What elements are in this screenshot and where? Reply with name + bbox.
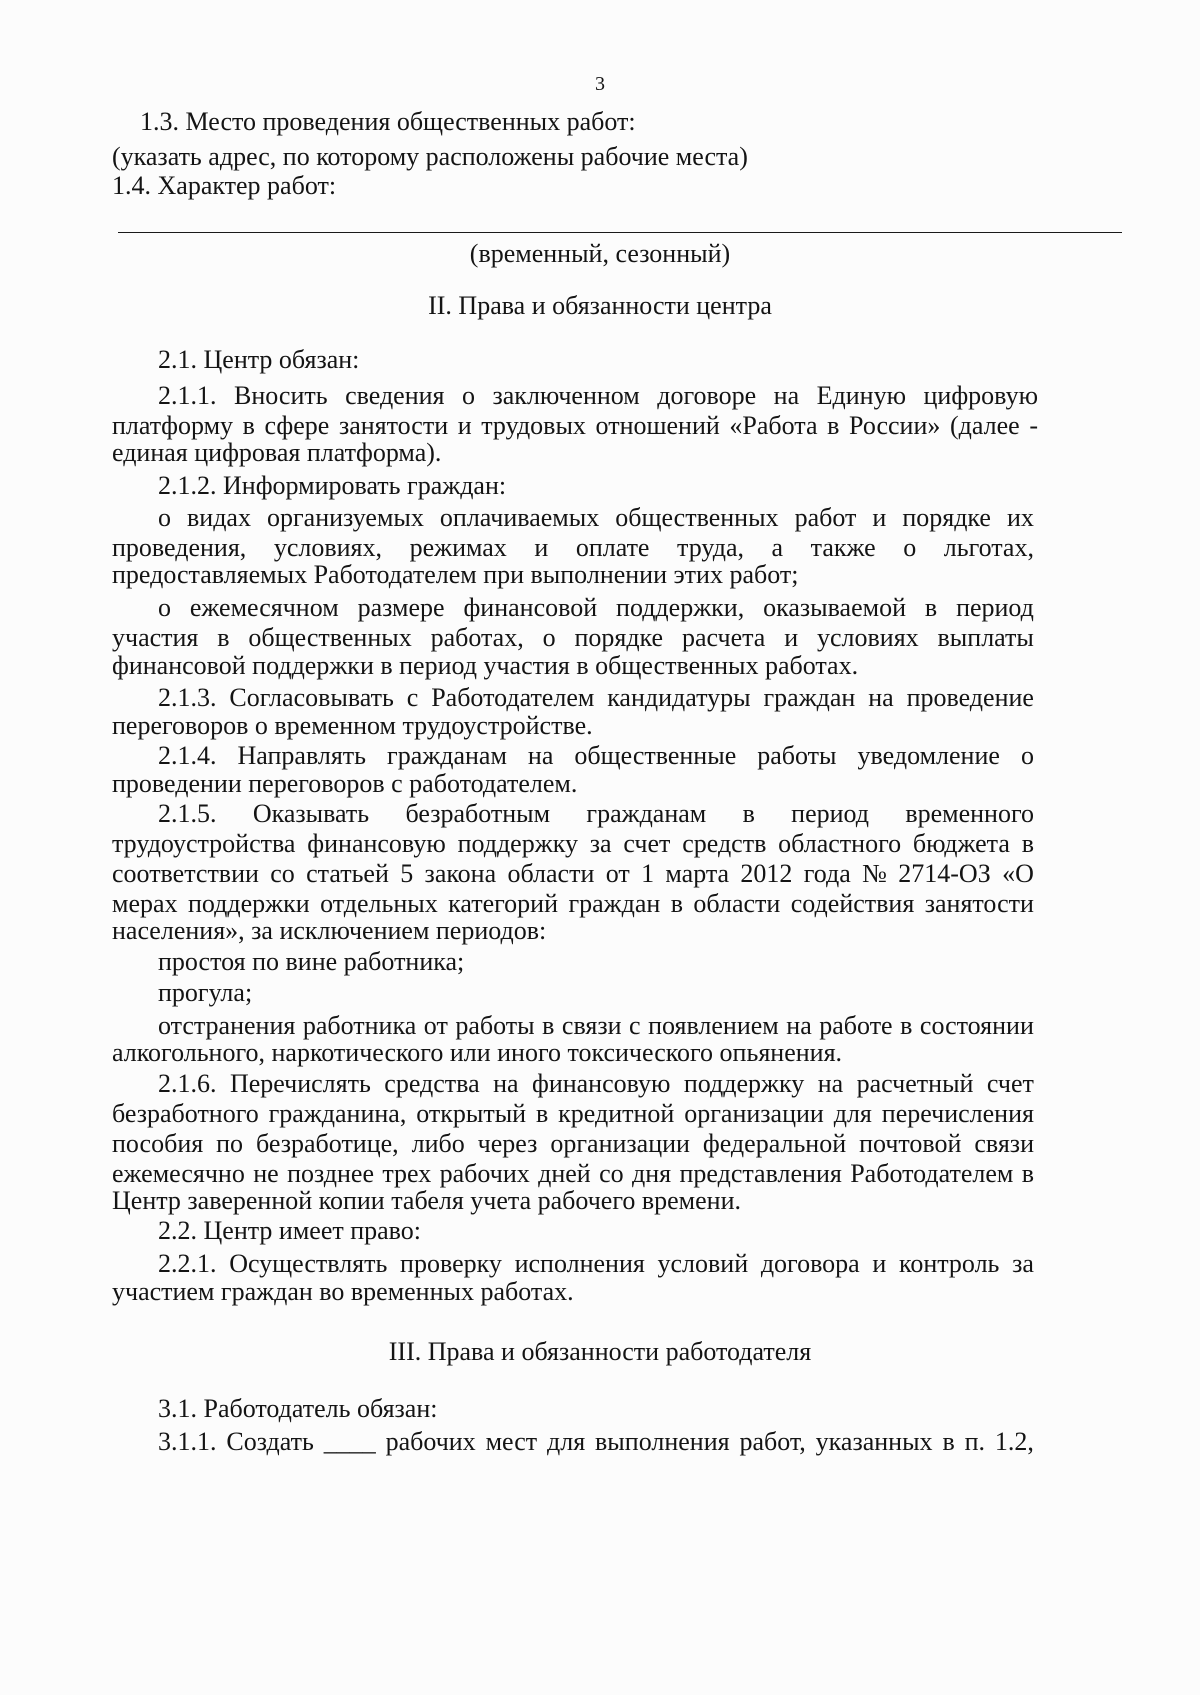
word: дня <box>632 1159 672 1188</box>
word: рабочих <box>385 1427 476 1456</box>
word: период <box>956 593 1034 622</box>
word: за <box>589 829 612 858</box>
word: трудовых <box>481 411 586 440</box>
word: сведения <box>345 381 445 410</box>
word: временного <box>905 799 1034 828</box>
word: порядке <box>902 503 991 532</box>
word: (далее <box>950 411 1020 440</box>
word: в <box>536 1099 549 1128</box>
word: через <box>477 1129 538 1158</box>
word: гражданина, <box>268 1099 407 1128</box>
clause-3-1-1-line-1 <box>158 1426 1034 1458</box>
word: проведения, <box>112 533 247 562</box>
inform-2-line-3: финансовой поддержки в период участия в общественных работах. <box>112 651 859 680</box>
word: России» <box>849 411 941 440</box>
word: в <box>542 1011 555 1040</box>
word: ежемесячном <box>189 593 339 622</box>
word: Перечислять <box>229 1069 371 1098</box>
word: оплачиваемых <box>439 503 600 532</box>
word: «О <box>1002 859 1034 888</box>
word: кандидатуры <box>607 683 751 712</box>
period-1: простоя по вине работника; <box>158 947 465 976</box>
clause-2-1-6-line-1 <box>158 1068 1034 1100</box>
word: федеральной <box>702 1129 847 1158</box>
word: выполнения <box>595 1427 730 1456</box>
word: на <box>773 381 800 410</box>
word: перечисления <box>881 1099 1034 1128</box>
word: проведение <box>906 683 1034 712</box>
word: организуемых <box>267 503 424 532</box>
word: труда, <box>677 533 744 562</box>
word: финансовую <box>307 829 446 858</box>
word: занятости <box>338 411 449 440</box>
word: о <box>903 533 917 562</box>
word: указанных <box>815 1427 933 1456</box>
word: со <box>270 859 295 888</box>
period-2: прогула; <box>158 978 253 1007</box>
word: 1.2, <box>994 1427 1034 1456</box>
word: дней <box>538 1159 591 1188</box>
word: поддержку <box>683 1069 805 1098</box>
fill-in-line <box>118 232 1122 233</box>
word: оказываемой <box>763 593 906 622</box>
word: платформу <box>112 411 234 440</box>
word: оплате <box>575 533 650 562</box>
word: с <box>406 683 419 712</box>
word: цифровую <box>923 381 1038 410</box>
word: работе <box>819 1011 893 1040</box>
word: поддержку <box>457 829 578 858</box>
word: безработного <box>112 1099 259 1128</box>
word: поддержки, <box>616 593 745 622</box>
word: организации <box>684 1099 824 1128</box>
word: размере <box>357 593 445 622</box>
word: Работодателем <box>431 683 595 712</box>
word: почтовой <box>859 1129 962 1158</box>
word: от <box>605 859 630 888</box>
word: финансовую <box>531 1069 671 1098</box>
word: ежемесячно <box>112 1159 245 1188</box>
word: 2.1.5. <box>158 799 217 828</box>
word: поддержки <box>187 889 310 918</box>
word: граждан <box>568 889 661 918</box>
word: безработным <box>405 799 551 828</box>
inform-1-line-3: предоставляемых Работодателем при выполнении этих работ; <box>112 560 799 589</box>
word: проверку <box>400 1249 502 1278</box>
word: о <box>158 593 171 622</box>
word: и <box>872 503 887 532</box>
word: 2.1.3. <box>158 683 217 712</box>
word: 2.1.4. <box>158 741 217 770</box>
word: средства <box>384 1069 480 1098</box>
word: а <box>771 533 784 562</box>
section-2-title: II. Права и обязанности центра <box>428 291 772 320</box>
word: связи <box>561 1011 622 1040</box>
word: условий <box>657 1249 749 1278</box>
word: ____ <box>323 1427 376 1456</box>
word: года <box>803 859 851 888</box>
word: общественных <box>248 623 412 652</box>
word: в <box>827 411 840 440</box>
work-type-hint: (временный, сезонный) <box>469 239 731 268</box>
word: гражданам <box>586 799 707 828</box>
word: работ <box>794 503 857 532</box>
word: средств <box>682 829 767 858</box>
word: рабочих <box>439 1159 530 1188</box>
clause-2-1-5-line-3 <box>112 858 1034 890</box>
address-hint: (указать адрес, по которому расположены рабочие места) <box>112 142 748 171</box>
word: Осуществлять <box>229 1249 388 1278</box>
word: счет <box>986 1069 1034 1098</box>
word: о <box>1020 741 1034 770</box>
word: «Работа <box>729 411 818 440</box>
word: пособия <box>112 1129 204 1158</box>
word: статьей <box>306 859 389 888</box>
word: гражданам <box>387 741 507 770</box>
word: мерах <box>112 889 178 918</box>
word: общественные <box>574 741 737 770</box>
word: порядке <box>574 623 664 652</box>
clause-2-2: 2.2. Центр имеет право: <box>158 1216 421 1245</box>
word: условиях <box>817 623 919 652</box>
word: 5 <box>400 859 414 888</box>
word: области <box>507 859 595 888</box>
clause-2-1-6-line-2 <box>112 1098 1034 1130</box>
word: работ, <box>739 1427 806 1456</box>
word: заключенном <box>492 381 640 410</box>
clause-2-1-5-line-5: населения», за исключением периодов: <box>112 916 547 945</box>
word: Единую <box>816 381 906 410</box>
word: области <box>693 889 781 918</box>
word: на <box>786 1011 812 1040</box>
word: для <box>546 1427 586 1456</box>
word: 2714-ОЗ <box>898 859 991 888</box>
clause-2-1-5-line-1 <box>158 798 1034 830</box>
word: представления <box>679 1159 842 1188</box>
word: в <box>942 1427 955 1456</box>
word: в <box>1021 1159 1034 1188</box>
word: на <box>527 741 554 770</box>
word: с <box>629 1011 641 1040</box>
period-3-line-2: алкогольного, наркотического или иного токсического опьянения. <box>112 1038 843 1067</box>
word: трудоустройства <box>112 829 296 858</box>
word: содействия <box>790 889 915 918</box>
word: марта <box>665 859 730 888</box>
word: договоре <box>657 381 757 410</box>
word: также <box>810 533 876 562</box>
word: безработице, <box>256 1129 399 1158</box>
word: работах, <box>430 623 524 652</box>
word: № <box>862 859 887 888</box>
word: работника <box>302 1011 417 1040</box>
word: для <box>833 1099 872 1128</box>
word: на <box>868 683 894 712</box>
word: и <box>784 623 799 652</box>
word: от <box>423 1011 448 1040</box>
word: бюджета <box>912 829 1010 858</box>
inform-2-line-1 <box>158 592 1034 624</box>
word: п. <box>964 1427 986 1456</box>
word: работы <box>757 741 837 770</box>
word: о <box>158 503 171 532</box>
word: условиях, <box>273 533 383 562</box>
word: либо <box>411 1129 465 1158</box>
word: участия <box>112 623 199 652</box>
word: в <box>217 623 230 652</box>
word: видах <box>187 503 251 532</box>
word: сфере <box>264 411 330 440</box>
word: исполнения <box>514 1249 645 1278</box>
word: мест <box>485 1427 538 1456</box>
word: 1 <box>641 859 655 888</box>
word: состоянии <box>919 1011 1034 1040</box>
clause-2-1-6-line-5: Центр заверенной копии табеля учета рабочего времени. <box>112 1186 742 1215</box>
word: - <box>1029 411 1038 440</box>
word: в <box>900 1011 913 1040</box>
word: отстранения <box>158 1011 296 1040</box>
word: граждан <box>763 683 856 712</box>
word: Направлять <box>237 741 367 770</box>
word: отдельных <box>320 889 438 918</box>
word: Создать <box>226 1427 314 1456</box>
word: и <box>872 1249 887 1278</box>
word: областного <box>778 829 902 858</box>
word: организации <box>550 1129 690 1158</box>
word: период <box>791 799 870 828</box>
clause-2-1-1-line-1 <box>158 380 1038 412</box>
word: не <box>253 1159 279 1188</box>
word: работы <box>455 1011 535 1040</box>
clause-2-1-6-line-3 <box>112 1128 1034 1160</box>
word: в <box>742 799 755 828</box>
word: уведомление <box>857 741 1000 770</box>
word: 3.1.1. <box>158 1427 217 1456</box>
word: и <box>457 411 472 440</box>
word: трех <box>382 1159 432 1188</box>
word: позднее <box>287 1159 374 1188</box>
word: появлением <box>648 1011 779 1040</box>
clause-2-1-3-line-2: переговоров о временном трудоустройстве. <box>112 711 593 740</box>
word: занятости <box>924 889 1034 918</box>
section-3-title: III. Права и обязанности работодателя <box>388 1337 812 1366</box>
clause-2-2-1-line-2: участием граждан во временных работах. <box>112 1277 574 1306</box>
word: договора <box>760 1249 860 1278</box>
clause-2-1: 2.1. Центр обязан: <box>158 345 360 374</box>
word: открытый <box>416 1099 527 1128</box>
word: в <box>242 411 255 440</box>
word: категорий <box>448 889 559 918</box>
word: о <box>542 623 556 652</box>
word: контроль <box>899 1249 1000 1278</box>
word: кредитной <box>558 1099 675 1128</box>
word: 2012 <box>740 859 793 888</box>
word: Согласовывать <box>229 683 394 712</box>
word: 2.1.1. <box>158 381 217 410</box>
clause-1-3: 1.3. Место проведения общественных работ: <box>140 107 636 136</box>
word: на <box>817 1069 844 1098</box>
word: счет <box>623 829 671 858</box>
word: за <box>1012 1249 1034 1278</box>
word: расчета <box>681 623 766 652</box>
clause-2-1-4-line-2: проведении переговоров с работодателем. <box>112 769 578 798</box>
word: Работодателем <box>850 1159 1014 1188</box>
word: в <box>924 593 938 622</box>
clause-3-1: 3.1. Работодатель обязан: <box>158 1394 438 1423</box>
word: выплаты <box>937 623 1034 652</box>
word: льготах, <box>943 533 1034 562</box>
word: и <box>534 533 549 562</box>
word: отношений <box>595 411 720 440</box>
word: соответствии <box>112 859 259 888</box>
word: их <box>1006 503 1034 532</box>
word: расчетный <box>856 1069 974 1098</box>
word: финансовой <box>463 593 598 622</box>
word: режимах <box>409 533 507 562</box>
clause-2-1-5-line-2 <box>112 828 1034 860</box>
clause-1-4: 1.4. Характер работ: <box>112 171 337 200</box>
inform-1-line-1 <box>158 502 1034 534</box>
word: Оказывать <box>252 799 370 828</box>
word: в <box>670 889 683 918</box>
clause-2-1-1-line-3: единая цифровая платформа). <box>112 438 442 467</box>
word: на <box>493 1069 519 1098</box>
word: о <box>462 381 475 410</box>
word: связи <box>974 1129 1034 1158</box>
page-number: 3 <box>595 73 605 95</box>
word: Вносить <box>234 381 328 410</box>
word: в <box>1021 829 1034 858</box>
word: 2.1.6. <box>158 1069 217 1098</box>
word: общественных <box>615 503 779 532</box>
clause-2-1-2: 2.1.2. Информировать граждан: <box>158 471 507 500</box>
word: по <box>216 1129 244 1158</box>
word: 2.2.1. <box>158 1249 217 1278</box>
word: со <box>599 1159 624 1188</box>
word: закона <box>424 859 497 888</box>
